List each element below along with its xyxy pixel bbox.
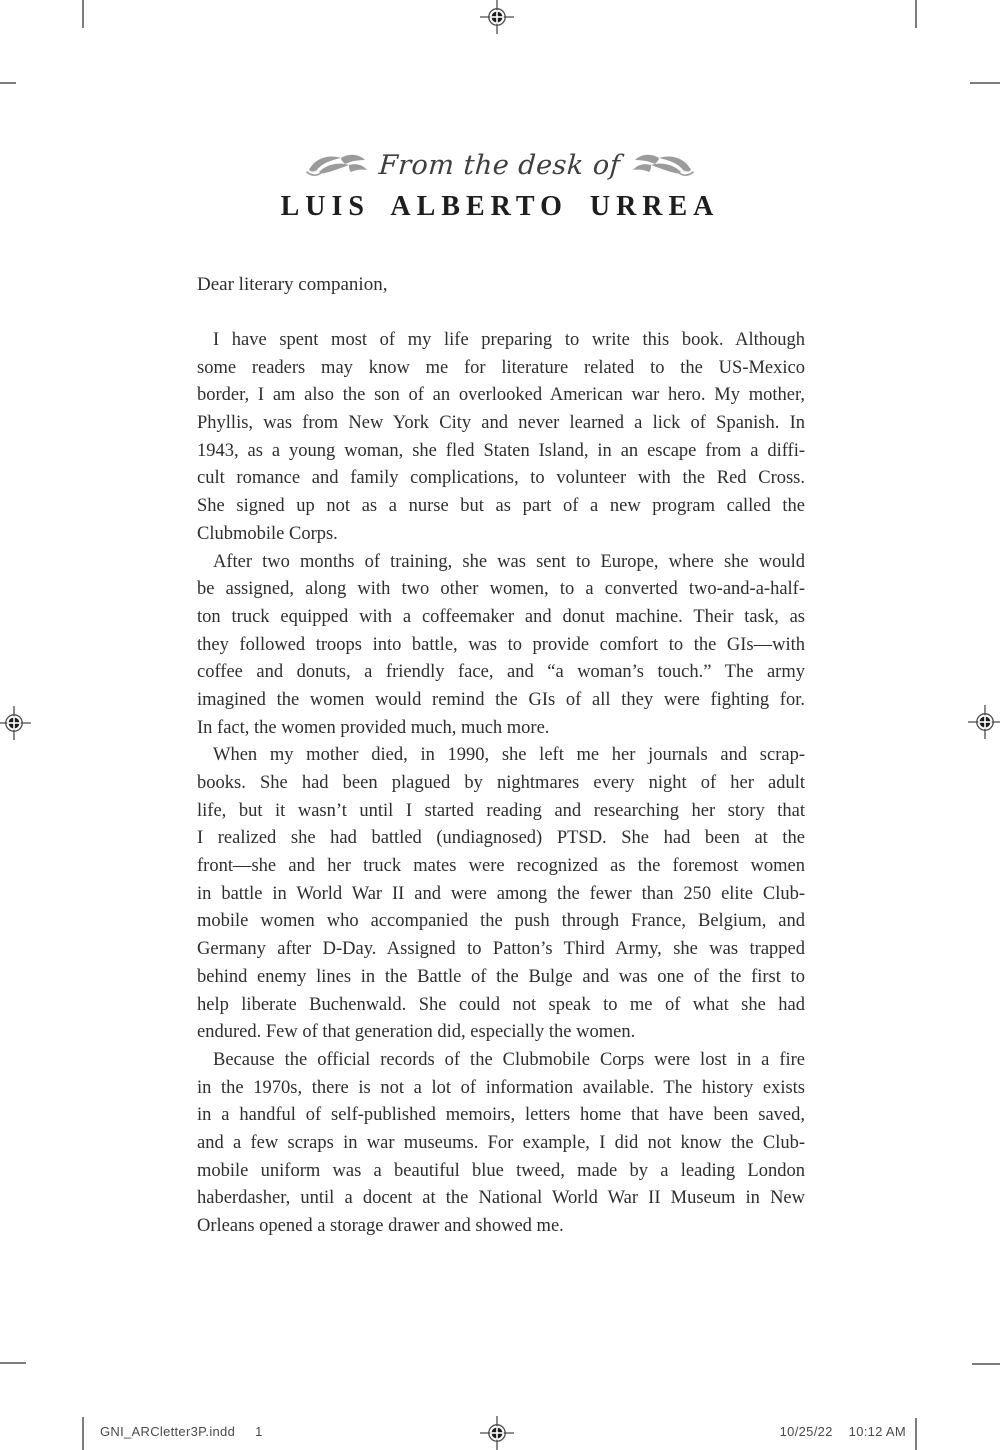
paragraph-3-line-5: front—she and her truck mates were recognized as the foremost women (197, 856, 805, 877)
footer-filename (100, 1424, 263, 1439)
paragraph-1-line-5: 1943, as a young woman, she fled Staten Island, in an escape from a diffi- (197, 440, 805, 461)
paragraph-1-line-2: some readers may know me for literature related to the US-Mexico (197, 357, 805, 378)
registration-mark-icon (0, 706, 31, 740)
paragraph-3-line-4: I realized she had battled (undiagnosed) PTSD. She had been at the (197, 828, 805, 849)
paragraph-4-line-3: in a handful of self-published memoirs, letters home that have been saved, (197, 1105, 805, 1126)
paragraph-3-line-8: Germany after D-Day. Assigned to Patton’s Third Army, she was trapped (197, 939, 805, 960)
paragraph-4-line-6: haberdasher, until a docent at the National World War II Museum in New (197, 1188, 805, 1209)
paragraph-1-line-7: She signed up not as a nurse but as part of a new program called the (197, 496, 805, 517)
crop-mark-bottom-left-horizontal (0, 1362, 26, 1364)
paragraph-2-line-7: In fact, the women provided much, much more. (197, 717, 550, 738)
letter-body (197, 327, 805, 1241)
letterhead (0, 150, 1000, 181)
paragraph-2-line-2: be assigned, along with two other women, to a converted two-and-a-half- (197, 579, 805, 600)
paragraph-3-line-1: When my mother died, in 1990, she left me her journals and scrap- (213, 745, 805, 766)
paragraph-3-line-11: endured. Few of that generation did, especially the women. (197, 1022, 636, 1043)
paragraph-3-line-9: behind enemy lines in the Battle of the Bulge and was one of the first to (197, 966, 805, 987)
paragraph-3-line-3: life, but it wasn’t until I started reading and researching her story that (197, 800, 805, 821)
paragraph-1-line-3: border, I am also the son of an overlooked American war hero. My mother, (197, 385, 805, 406)
paragraph-2-line-5: coffee and donuts, a friendly face, and “a woman’s touch.” The army (197, 662, 805, 683)
paragraph-1-line-1: I have spent most of my life preparing to write this book. Although (213, 330, 805, 350)
paragraph-2-line-4: they followed troops into battle, was to provide comfort to the GIs—with (197, 634, 805, 655)
crop-mark-top-left-vertical (82, 0, 84, 28)
salutation: Dear literary companion, (197, 274, 388, 295)
footer-timestamp (780, 1424, 906, 1439)
registration-mark-icon (480, 0, 514, 34)
registration-mark-icon (968, 705, 1000, 739)
paragraph-2-line-6: imagined the women would remind the GIs of all they were fighting for. (197, 689, 805, 710)
registration-mark-icon (480, 1416, 514, 1450)
crop-mark-bottom-left-vertical (82, 1417, 84, 1450)
page-number: 1 (255, 1424, 263, 1439)
paragraph-3-line-2: books. She had been plagued by nightmares every night of her adult (197, 773, 805, 793)
foliage-flourish-icon (631, 152, 695, 180)
letterhead-script: From the desk of (378, 150, 622, 181)
paragraph-4-line-5: mobile uniform was a beautiful blue tweed, made by a leading London (197, 1160, 805, 1181)
time: 10:12 AM (848, 1424, 906, 1439)
crop-mark-top-left-horizontal (0, 82, 16, 84)
crop-mark-top-right-horizontal (970, 82, 1000, 84)
paragraph-3-line-7: mobile women who accompanied the push through France, Belgium, and (197, 911, 805, 932)
paragraph-4-line-4: and a few scraps in war museums. For example, I did not know the Club- (197, 1132, 805, 1153)
paragraph-4-line-2: in the 1970s, there is not a lot of information available. The history exists (197, 1077, 805, 1098)
date: 10/25/22 (779, 1424, 833, 1439)
paragraph-4-line-1: Because the official records of the Clubmobile Corps were lost in a fire (213, 1049, 805, 1070)
filename: GNI_ARCletter3P.indd (100, 1424, 236, 1439)
paragraph-2-line-1: After two months of training, she was sent to Europe, where she would (213, 551, 805, 572)
author-name: LUIS ALBERTO URREA (280, 191, 720, 222)
paragraph-2-line-3: ton truck equipped with a coffeemaker and donut machine. Their task, as (197, 606, 805, 627)
paragraph-3-line-10: help liberate Buchenwald. She could not speak to me of what she had (197, 994, 805, 1015)
paragraph-1-line-6: cult romance and family complications, to volunteer with the Red Cross. (197, 468, 805, 489)
paragraph-1-line-4: Phyllis, was from New York City and never learned a lick of Spanish. In (197, 413, 805, 434)
crop-mark-top-right-vertical (915, 0, 917, 28)
paragraph-4-line-7: Orleans opened a storage drawer and showed me. (197, 1216, 564, 1236)
crop-mark-bottom-right-horizontal (972, 1363, 1000, 1365)
foliage-flourish-icon (305, 152, 369, 180)
crop-mark-bottom-right-vertical (915, 1418, 917, 1450)
paragraph-1-line-8: Clubmobile Corps. (197, 523, 338, 544)
paragraph-3-line-6: in battle in World War II and were among the fewer than 250 elite Club- (197, 883, 805, 904)
